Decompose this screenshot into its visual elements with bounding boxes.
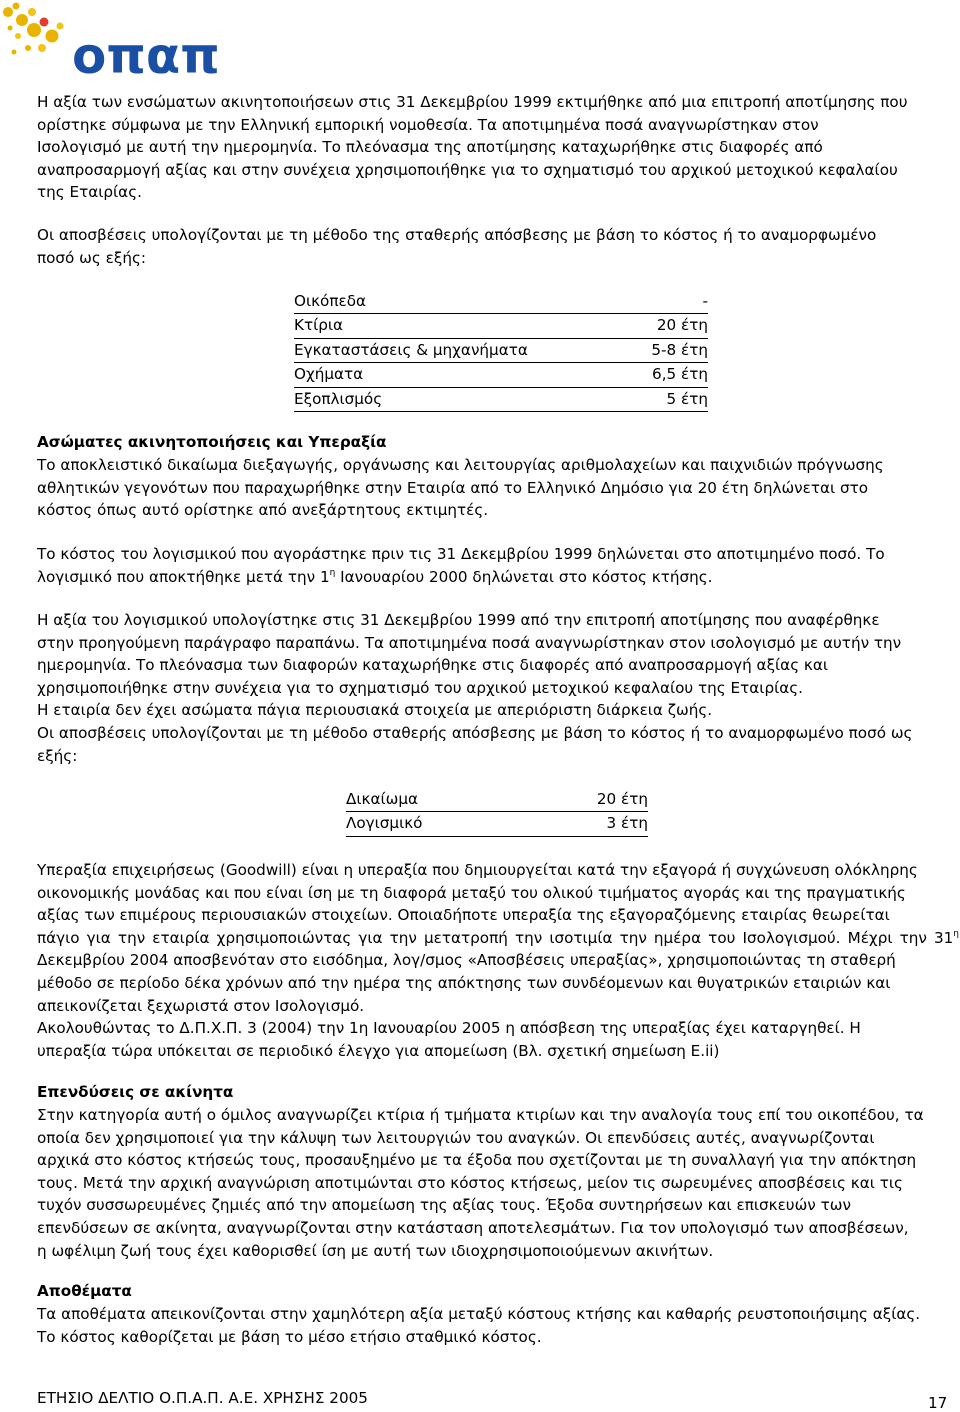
table-row: Οχήματα 6,5 έτη <box>294 363 708 387</box>
depreciation-intro: Οι αποσβέσεις υπολογίζονται με τη μέθοδο της σταθερής απόσβεσης με βάση το κόστος ή το αναμορφωμένο ποσό ως εξής: <box>37 226 877 267</box>
footer-title: ΕΤΗΣΙΟ ΔΕΛΤΙΟ Ο.Π.Α.Π. Α.Ε. ΧΡΗΣΗΣ 2005 <box>37 1389 368 1407</box>
useful-life-table <box>294 290 708 412</box>
table-row: Εγκαταστάσεις & μηχανήματα 5-8 έτη <box>294 338 708 362</box>
logo-text: οπαπ <box>72 27 220 85</box>
inventories-paragraph: Τα αποθέματα απεικονίζονται στην χαμηλότερη αξία μεταξύ κόστους κτήσης και καθαρής ρευστοποιήσιμης αξίας. Το κόστος καθορίζεται με βάση το μέσο ετήσιο σταθμικό κόστος. <box>37 1305 921 1346</box>
table-row: Λογισμικό 3 έτη <box>346 812 648 836</box>
opap-logo-graphic <box>0 0 230 90</box>
investments-paragraph: Στην κατηγορία αυτή ο όμιλος αναγνωρίζει κτίρια ή τμήματα κτιρίων και την αναλογία τους επί του οικοπέδου, τα οποία δεν χρησιμοποιεί για την κάλυψη των λειτουργιών του αναγκών. Οι επενδύσεις αυτές, αναγνωρίζονται αρχικά στο κόστος κτήσεώς τους, προσαυξημένο με τα έξοδα που σχετίζονται με τη συναλλαγή για την απόκτηση τους. Μετά την αρχική αναγνώριση αποτιμώνται στο κόστος κτήσεως, μείον τις σωρευμένες αποσβέσεις και τις τυχόν συσσωρευμένες ζημιές από την απομείωση της αξίας τους. Έξοδα συντηρήσεων και επισκευών των επενδύσεων σε ακίνητα, αναγνωρίζονται στην κατάσταση αποτελεσμάτων. Για τον υπολογισμό των αποσβέσεων, η ωφέλιμη ζωή τους έχει καθορισθεί ίση με αυτή των ιδιοχρησιμοποιούμενων ακινήτων. <box>37 1106 924 1260</box>
table-row: Οικόπεδα - <box>294 290 708 314</box>
page-number: 17 <box>928 1394 948 1412</box>
inventories-heading: Αποθέματα <box>37 1282 132 1300</box>
investments-heading: Επενδύσεις σε ακίνητα <box>37 1083 234 1101</box>
opap-logo <box>0 0 230 90</box>
intangibles-paragraph: Το αποκλειστικό δικαίωμα διεξαγωγής, οργάνωσης και λειτουργίας αριθμολαχείων και παιχνιδιών πρόγνωσης αθλητικών γεγονότων που παραχωρήθηκε στην Εταιρία από το Ελληνικό Δημόσιο για 20 έτη δηλώνεται στο κόστος όπως αυτό ορίστηκε από ανεξάρτητους εκτιμητές. <box>37 456 884 520</box>
intangibles-heading: Ασώματες ακινητοποιήσεις και Υπεραξία <box>37 433 387 451</box>
goodwill-paragraph: Υπεραξία επιχειρήσεως (Goodwill) είναι η υπεραξία που δημιουργείται κατά την εξαγορά ή συγχώνευση ολόκληρης οικονομικής μονάδας και που είναι ίση με τη διαφορά μεταξύ του ολικού τιμήματος αγοράς και της πραγματικής αξίας των επιμέρους περιουσιακών στοιχείων. Οποιαδήποτε υπεραξία της εξαγοραζόμενης εταιρίας θεωρείται πάγιο για την εταιρία χρησιμοποιώντας για την μετατροπή την ισοτιμία την ημέρα του Ισολογισμού. Μέχρι την $31^\eta$ Δεκεμβρίου 2004 αποσβενόταν στο εισόδημα, λογ/σμος «Αποσβέσεις υπεραξίας», χρησιμοποιώντας τη σταθερή μέθοδο σε περίοδο δέκα χρόνων από την ημέρα της απόκτησης των συνδέομενων και θυγατρικών εταιριών και απεικονίζεται ξεχωριστά στον Ισολογισμό. Ακολουθώντας το Δ.Π.Χ.Π. 3 (2004) την 1η Ιανουαρίου 2005 η απόσβεση της υπεραξίας έχει καταργηθεί. Η υπεραξία τώρα υπόκειται σε περιοδικό έλεγχο για απομείωση (Βλ. σχετική σημείωση Ε.ii) <box>37 861 959 1060</box>
table-row: Δικαίωμα 20 έτη <box>346 788 648 812</box>
software-valuation-paragraph: Η αξία του λογισμικού υπολογίστηκε στις 31 Δεκεμβρίου 1999 από την επιτροπή αποτίμησης που αναφέρθηκε στην προηγούμενη παράγραφο παραπάνω. Τα αποτιμημένα ποσά αναγνωρίστηκαν στον ισολογισμό με αυτήν την ημερομηνία. Το πλεόνασμα των διαφορών καταχωρήθηκε στις διαφορές από αναπροσαρμογή αξίας και χρησιμοποιήθηκε στην συνέχεια για το σχηματισμό του αρχικού μετοχικού κεφαλαίου της Εταιρίας. Η εταιρία δεν έχει ασώματα πάγια περιουσιακά στοιχεία με απεριόριστη διάρκεια ζωής. Οι αποσβέσεις υπολογίζονται με τη μέθοδο σταθερής απόσβεσης με βάση το κόστος ή το αναμορφωμένο ποσό ως εξής: <box>37 611 913 765</box>
valuation-paragraph: Η αξία των ενσώματων ακινητοποιήσεων στις 31 Δεκεμβρίου 1999 εκτιμήθηκε από μια επιτροπή αποτίμησης που ορίστηκε σύμφωνα με την Ελληνική εμπορική νομοθεσία. Τα αποτιμημένα ποσά αναγνωρίστηκαν στον Ισολογισμό με αυτή την ημερομηνία. Το πλεόνασμα της αποτίμησης καταχωρήθηκε στις διαφορές από αναπροσαρμογή αξίας και στην συνέχεια χρησιμοποιήθηκε για το σχηματισμό του αρχικού μετοχικού κεφαλαίου της Εταιρίας. <box>37 93 908 202</box>
software-cost-paragraph: Το κόστος του λογισμικού που αγοράστηκε πριν τις 31 Δεκεμβρίου 1999 δηλώνεται στο αποτιμημένο ποσό. Το λογισμικό που αποκτήθηκε μετά την $1^\eta$ Ιανουαρίου 2000 δηλώνεται στο κόστος κτήσης. <box>37 545 885 586</box>
table-row: Εξοπλισμός 5 έτη <box>294 387 708 411</box>
table-row: Κτίρια 20 έτη <box>294 314 708 338</box>
intangible-life-table <box>346 788 648 837</box>
